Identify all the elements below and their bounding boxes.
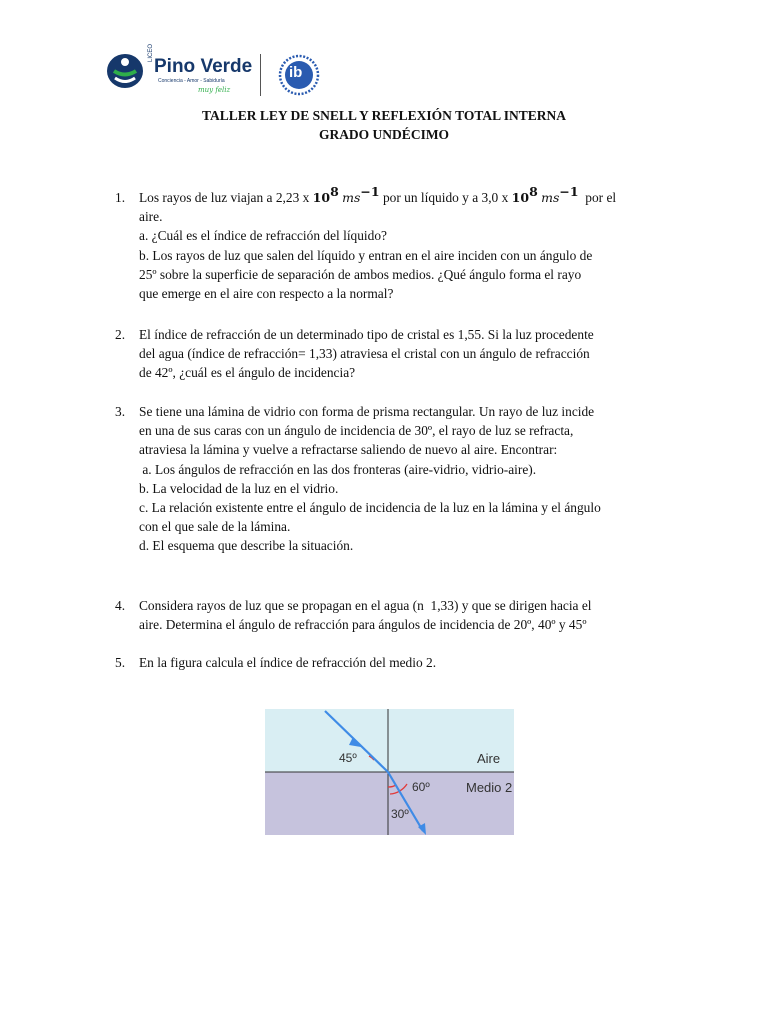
question-line: a. ¿Cuál es el índice de refracción del líquido?	[139, 228, 387, 244]
medium-2-label: Medio 2	[466, 780, 513, 795]
question-line: c. La relación existente entre el ángulo de incidencia de la luz en la lámina y el ángulo	[139, 500, 601, 516]
question-line: b. La velocidad de la luz en el vidrio.	[139, 480, 339, 496]
school-signature: muy feliz	[198, 86, 231, 94]
math-unit: ms	[541, 190, 560, 205]
question-text: por el	[585, 190, 617, 205]
question-line: con el que sale de la lámina.	[139, 519, 291, 535]
question-line: Se tiene una lámina de vidrio con forma de prisma rectangular. Un rayo de luz incide	[139, 404, 595, 419]
question-text: Los rayos de luz viajan a 2,23 x	[139, 190, 310, 205]
question-4	[115, 596, 685, 636]
question-line: de 42º, ¿cuál es el ángulo de incidencia?	[139, 365, 356, 381]
question-line: que emerge en el aire con respecto a la normal?	[139, 286, 394, 302]
question-line: atraviesa la lámina y vuelve a refractarse saliendo de nuevo al aire. Encontrar:	[139, 442, 558, 458]
question-line: El índice de refracción de un determinado tipo de cristal es 1,55. Si la luz procedente	[139, 327, 594, 342]
question-line: a. Los ángulos de refracción en las dos fronteras (aire-vidrio, vidrio-aire).	[139, 461, 537, 477]
math-unit-exponent: −1	[360, 184, 380, 199]
question-number: 5.	[115, 655, 126, 670]
question-2	[115, 325, 685, 385]
question-line: En la figura calcula el índice de refracción del medio 2.	[139, 655, 437, 670]
question-line: 25º sobre la superficie de separación de ambos medios. ¿Qué ángulo forma el rayo	[139, 266, 582, 282]
question-number: 3.	[115, 404, 126, 419]
ib-mark: ib	[289, 64, 303, 81]
question-number: 2.	[115, 327, 126, 342]
math-base: 10	[312, 190, 331, 205]
math-exponent: 8	[330, 184, 339, 199]
question-line	[139, 184, 679, 207]
math-unit: ms	[342, 190, 361, 205]
page-subtitle: GRADO UNDÉCIMO	[318, 127, 450, 142]
school-motto: Conciencia - Amor - Sabiduría	[158, 78, 225, 84]
school-logo	[106, 43, 346, 98]
question-3	[115, 402, 685, 558]
math-exponent: 8	[529, 184, 538, 199]
question-line: b. Los rayos de luz que salen del líquido y entran en el aire inciden con un ángulo de	[139, 247, 593, 263]
question-line: d. El esquema que describe la situación.	[139, 538, 354, 554]
school-small-label: LICEO	[148, 43, 154, 62]
question-number: 1.	[115, 190, 126, 205]
question-number: 4.	[115, 598, 126, 613]
refraction-angle-label-30: 30º	[391, 807, 409, 821]
math-unit-exponent: −1	[559, 184, 579, 199]
question-5	[115, 653, 685, 673]
air-label: Aire	[477, 751, 501, 766]
question-line: en una de sus caras con un ángulo de incidencia de 30º, el rayo de luz se refracta,	[139, 423, 574, 439]
incidence-angle-label: 45º	[339, 751, 357, 765]
refraction-angle-label-60: 60º	[412, 780, 430, 794]
question-1	[115, 184, 685, 308]
question-line: Considera rayos de luz que se propagan en el agua (n 1,33) y que se dirigen hacia el	[139, 598, 592, 613]
logo-divider	[260, 54, 261, 96]
school-name: Pino Verde	[154, 56, 253, 77]
question-line: del agua (índice de refracción= 1,33) atraviesa el cristal con un ángulo de refracción	[139, 346, 590, 362]
math-base: 10	[511, 190, 530, 205]
refraction-figure	[265, 709, 514, 835]
page-title: TALLER LEY DE SNELL Y REFLEXIÓN TOTAL INTERNA	[202, 108, 566, 123]
question-line: aire. Determina el ángulo de refracción para ángulos de incidencia de 20º, 40º y 45º	[139, 617, 587, 633]
question-text: por un líquido y a 3,0 x	[382, 190, 509, 205]
question-line: aire.	[139, 209, 163, 225]
